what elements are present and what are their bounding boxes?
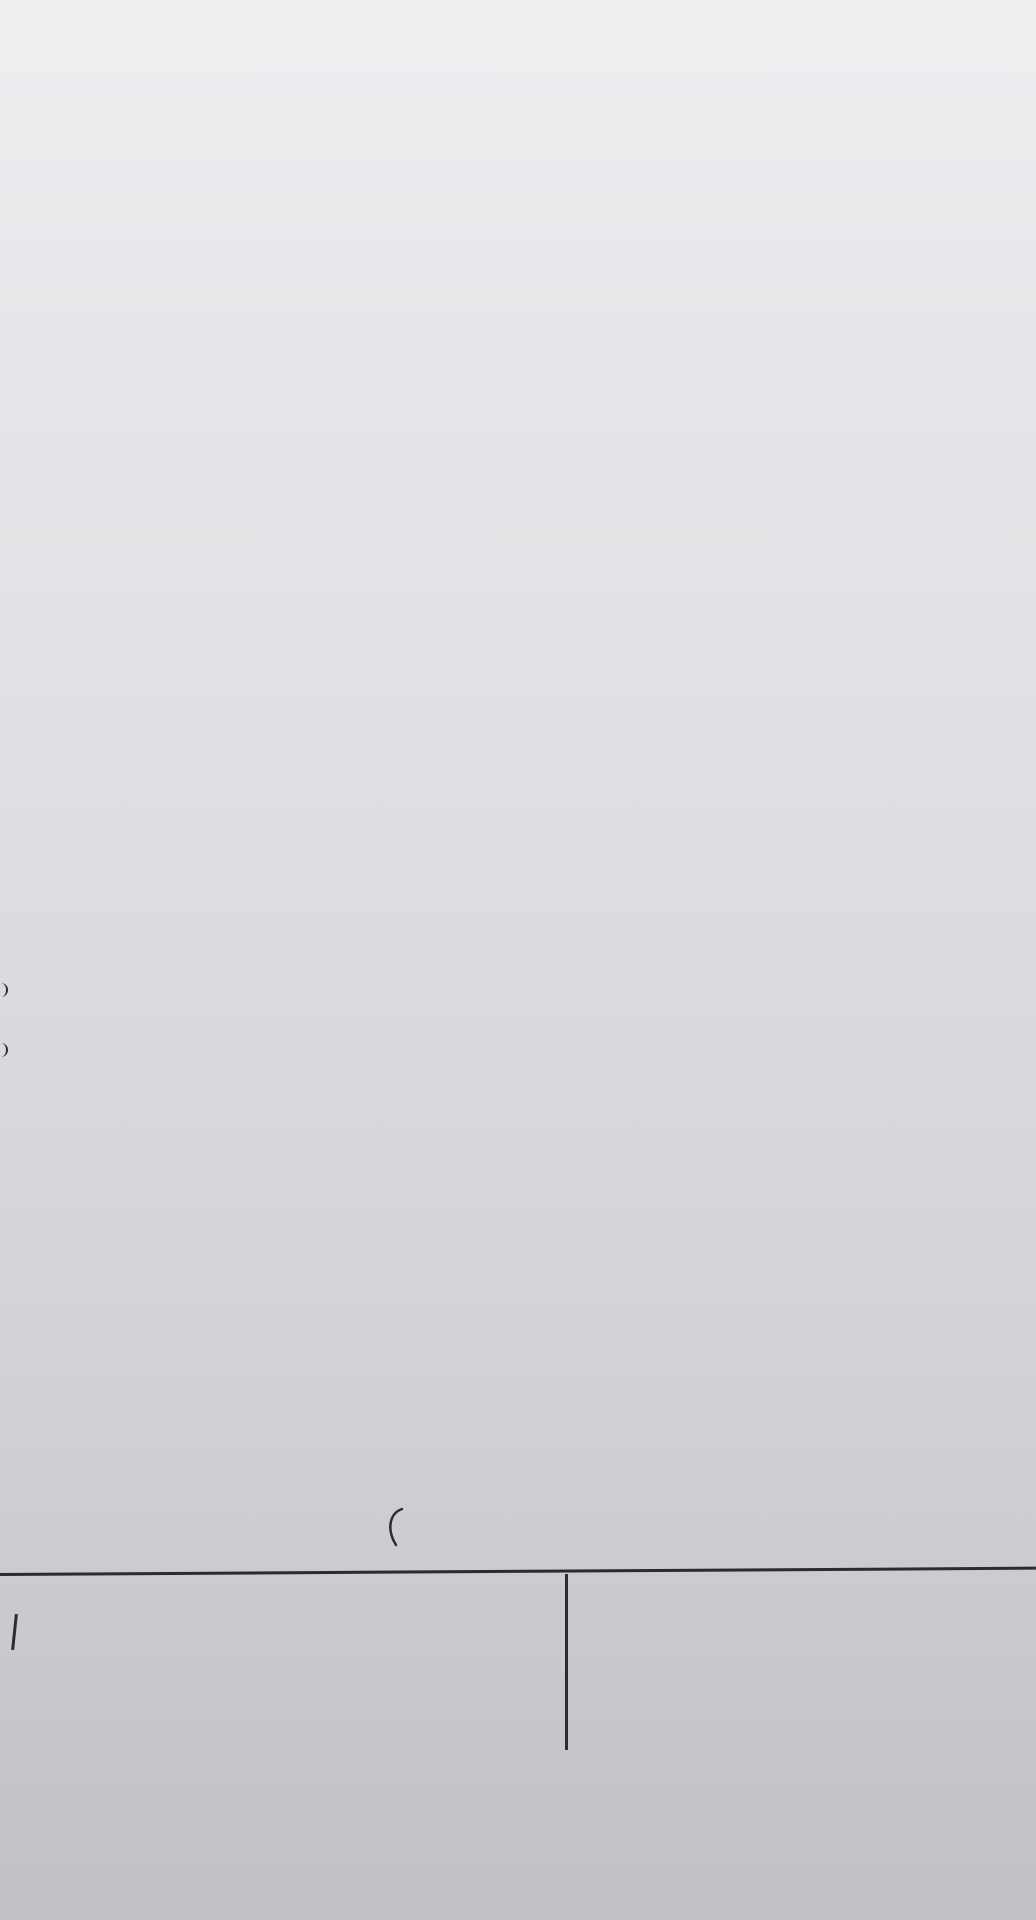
handwritten-stroke — [11, 1614, 18, 1650]
item-marker-2 — [0, 1043, 8, 1057]
t-account-top-rule — [0, 1567, 1036, 1576]
item-marker-1 — [0, 983, 8, 997]
handwritten-mark-icon — [380, 1505, 410, 1551]
t-account-divider — [565, 1574, 568, 1750]
